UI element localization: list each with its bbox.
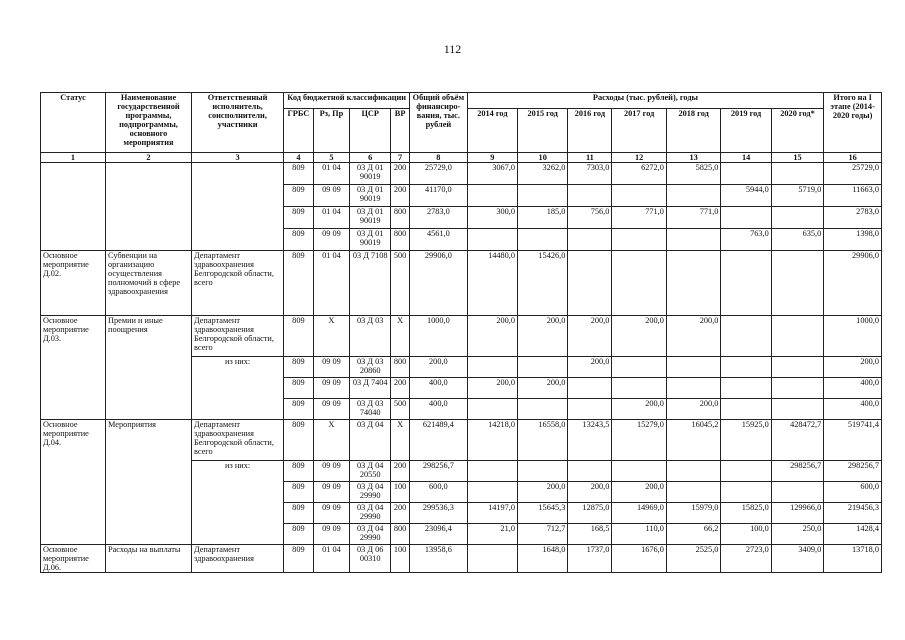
cell-2018: 15979,0 [666, 503, 721, 524]
cell-csr: 03 Д 04 29990 [350, 503, 391, 524]
cell-total: 299536,3 [410, 503, 468, 524]
cell-csr: 03 Д 03 20860 [350, 357, 391, 378]
cell-2018: 66,2 [666, 524, 721, 545]
cell-vr: Х [391, 420, 410, 461]
cell-vr: 100 [391, 482, 410, 503]
cell-total: 13958,6 [410, 545, 468, 573]
column-number: 2 [106, 153, 192, 163]
cell-grbs: 809 [284, 229, 313, 251]
cell-csr: 03 Д 7404 [350, 378, 391, 399]
cell-2017 [612, 378, 667, 399]
cell-2014 [467, 482, 517, 503]
cell-stage-total: 11663,0 [824, 185, 882, 207]
cell-rz-pr: 01 04 [313, 163, 350, 185]
header-2019: 2019 год [721, 109, 771, 153]
cell-status: Основное мероприятие Д.03. [41, 316, 106, 420]
cell-rz-pr: 09 09 [313, 399, 350, 420]
cell-2018: 200,0 [666, 399, 721, 420]
cell-stage-total: 1398,0 [824, 229, 882, 251]
cell-rz-pr: 09 09 [313, 461, 350, 482]
cell-grbs: 809 [284, 185, 313, 207]
cell-vr: 200 [391, 185, 410, 207]
cell-2019 [721, 378, 771, 399]
cell-2019: 2723,0 [721, 545, 771, 573]
cell-2014: 3067,0 [467, 163, 517, 185]
cell-vr: 200 [391, 378, 410, 399]
cell-2019 [721, 251, 771, 316]
cell-vr: 200 [391, 503, 410, 524]
column-number: 15 [771, 153, 823, 163]
cell-2020: 635,0 [771, 229, 823, 251]
cell-grbs: 809 [284, 357, 313, 378]
cell-2016: 200,0 [568, 316, 612, 357]
cell-stage-total: 219456,3 [824, 503, 882, 524]
cell-2020: 129966,0 [771, 503, 823, 524]
cell-2019: 15925,0 [721, 420, 771, 461]
cell-status: Основное мероприятие Д.06. [41, 545, 106, 573]
table-row [41, 163, 882, 185]
cell-2020: 250,0 [771, 524, 823, 545]
cell-2016: 168,5 [568, 524, 612, 545]
cell-grbs: 809 [284, 163, 313, 185]
cell-2018: 200,0 [666, 316, 721, 357]
cell-csr: 03 Д 04 29990 [350, 482, 391, 503]
cell-csr: 03 Д 03 74040 [350, 399, 391, 420]
cell-grbs: 809 [284, 399, 313, 420]
header-2017: 2017 год [612, 109, 667, 153]
cell-2016: 756,0 [568, 207, 612, 229]
column-number: 11 [568, 153, 612, 163]
table-row [41, 420, 882, 461]
cell-responsible: из них: [191, 461, 283, 545]
header-2018: 2018 год [666, 109, 721, 153]
cell-rz-pr: 01 04 [313, 251, 350, 316]
cell-2017: 200,0 [612, 482, 667, 503]
column-number: 10 [518, 153, 568, 163]
cell-total: 298256,7 [410, 461, 468, 482]
cell-total: 2783,0 [410, 207, 468, 229]
cell-stage-total: 1000,0 [824, 316, 882, 357]
header-responsible: Ответственный исполнитель, соисполнители, участники [191, 93, 283, 153]
header-stage-total: Итого на I этапе (2014-2020 годы) [824, 93, 882, 153]
cell-2015 [518, 185, 568, 207]
cell-grbs: 809 [284, 545, 313, 573]
cell-grbs: 809 [284, 207, 313, 229]
cell-status [41, 163, 106, 251]
cell-responsible: Департамент здравоохранения Белгородской области, всего [191, 420, 283, 461]
cell-rz-pr: Х [313, 420, 350, 461]
column-number: 9 [467, 153, 517, 163]
cell-vr: 200 [391, 461, 410, 482]
cell-stage-total: 400,0 [824, 378, 882, 399]
header-2015: 2015 год [518, 109, 568, 153]
cell-responsible: Департамент здравоохранения Белгородской области, всего [191, 316, 283, 357]
budget-table [40, 92, 882, 573]
cell-total: 23096,4 [410, 524, 468, 545]
cell-rz-pr: 09 09 [313, 378, 350, 399]
cell-stage-total: 519741,4 [824, 420, 882, 461]
cell-2018: 771,0 [666, 207, 721, 229]
header-rz-pr: Рз, Пр [313, 109, 350, 153]
cell-2016: 12875,0 [568, 503, 612, 524]
cell-2019 [721, 461, 771, 482]
cell-total: 400,0 [410, 399, 468, 420]
cell-2020 [771, 207, 823, 229]
cell-stage-total: 600,0 [824, 482, 882, 503]
cell-2015 [518, 229, 568, 251]
column-number: 1 [41, 153, 106, 163]
cell-2019: 5944,0 [721, 185, 771, 207]
cell-2018 [666, 357, 721, 378]
cell-name: Субвенции на организацию осуществления полномочий в сфере здравоохранения [106, 251, 192, 316]
cell-2016 [568, 185, 612, 207]
cell-name: Расходы на выплаты [106, 545, 192, 573]
cell-csr: 03 Д 04 20550 [350, 461, 391, 482]
cell-2020 [771, 399, 823, 420]
header-grbs: ГРБС [284, 109, 313, 153]
cell-2018 [666, 461, 721, 482]
cell-vr: 200 [391, 163, 410, 185]
cell-vr: 800 [391, 229, 410, 251]
header-budget-code: Код бюджетной классификации [284, 93, 410, 109]
cell-stage-total: 298256,7 [824, 461, 882, 482]
cell-2015 [518, 399, 568, 420]
cell-2014 [467, 461, 517, 482]
header-2014: 2014 год [467, 109, 517, 153]
cell-2017: 6272,0 [612, 163, 667, 185]
cell-stage-total: 200,0 [824, 357, 882, 378]
cell-total: 200,0 [410, 357, 468, 378]
cell-csr: 03 Д 7108 [350, 251, 391, 316]
column-number-row [41, 153, 882, 163]
cell-2015 [518, 461, 568, 482]
table-row [41, 545, 882, 573]
cell-total: 41170,0 [410, 185, 468, 207]
cell-2017: 200,0 [612, 316, 667, 357]
cell-2015: 15645,3 [518, 503, 568, 524]
cell-responsible: Департамент здравоохранения [191, 545, 283, 573]
cell-2017 [612, 357, 667, 378]
cell-csr: 03 Д 04 29990 [350, 524, 391, 545]
cell-vr: 800 [391, 524, 410, 545]
cell-status: Основное мероприятие Д.04. [41, 420, 106, 545]
cell-grbs: 809 [284, 378, 313, 399]
cell-rz-pr: 09 09 [313, 185, 350, 207]
cell-2014 [467, 545, 517, 573]
cell-2016 [568, 251, 612, 316]
cell-responsible: Департамент здравоохранения Белгородской области, всего [191, 251, 283, 316]
cell-csr: 03 Д 01 90019 [350, 185, 391, 207]
cell-2017 [612, 185, 667, 207]
cell-2018 [666, 482, 721, 503]
column-number: 4 [284, 153, 313, 163]
cell-2018 [666, 185, 721, 207]
cell-name: Премии и иные поощрения [106, 316, 192, 420]
cell-stage-total: 29906,0 [824, 251, 882, 316]
cell-vr: 800 [391, 357, 410, 378]
cell-total: 600,0 [410, 482, 468, 503]
cell-2015: 712,7 [518, 524, 568, 545]
cell-total: 400,0 [410, 378, 468, 399]
cell-2016: 7303,0 [568, 163, 612, 185]
cell-vr: 800 [391, 207, 410, 229]
cell-2016: 1737,0 [568, 545, 612, 573]
cell-name: Мероприятия [106, 420, 192, 545]
header-status: Статус [41, 93, 106, 153]
cell-2015: 16558,0 [518, 420, 568, 461]
cell-2019 [721, 399, 771, 420]
cell-csr: 03 Д 04 [350, 420, 391, 461]
cell-name [106, 163, 192, 251]
page-number: 112 [443, 42, 462, 56]
cell-2016: 200,0 [568, 482, 612, 503]
cell-2020 [771, 163, 823, 185]
cell-2018: 2525,0 [666, 545, 721, 573]
cell-grbs: 809 [284, 461, 313, 482]
cell-2014 [467, 185, 517, 207]
cell-2015: 1648,0 [518, 545, 568, 573]
cell-csr: 03 Д 06 00310 [350, 545, 391, 573]
cell-stage-total: 2783,0 [824, 207, 882, 229]
cell-2020: 428472,7 [771, 420, 823, 461]
cell-2020 [771, 251, 823, 316]
cell-2017 [612, 461, 667, 482]
cell-2014: 14197,0 [467, 503, 517, 524]
cell-grbs: 809 [284, 524, 313, 545]
cell-2019: 763,0 [721, 229, 771, 251]
cell-2015: 3262,0 [518, 163, 568, 185]
header-2020: 2020 год* [771, 109, 823, 153]
cell-2020 [771, 482, 823, 503]
cell-rz-pr: Х [313, 316, 350, 357]
cell-2016 [568, 229, 612, 251]
table-row [41, 316, 882, 357]
cell-csr: 03 Д 01 90019 [350, 163, 391, 185]
cell-total: 621489,4 [410, 420, 468, 461]
cell-vr: 100 [391, 545, 410, 573]
cell-2019 [721, 163, 771, 185]
cell-status: Основное мероприятие Д.02. [41, 251, 106, 316]
cell-2019 [721, 357, 771, 378]
cell-stage-total: 1428,4 [824, 524, 882, 545]
header-expenses: Расходы (тыс. рублей), годы [467, 93, 824, 109]
cell-vr: 500 [391, 251, 410, 316]
column-number: 16 [824, 153, 882, 163]
cell-stage-total: 400,0 [824, 399, 882, 420]
cell-2016: 200,0 [568, 357, 612, 378]
cell-csr: 03 Д 01 90019 [350, 207, 391, 229]
cell-2018 [666, 229, 721, 251]
cell-2018 [666, 378, 721, 399]
cell-grbs: 809 [284, 482, 313, 503]
cell-2015: 200,0 [518, 378, 568, 399]
cell-vr: Х [391, 316, 410, 357]
cell-2016 [568, 399, 612, 420]
cell-2020: 3409,0 [771, 545, 823, 573]
cell-2020 [771, 357, 823, 378]
cell-2014 [467, 399, 517, 420]
cell-2014: 200,0 [467, 316, 517, 357]
cell-responsible [191, 163, 283, 251]
cell-csr: 03 Д 03 [350, 316, 391, 357]
cell-2017: 110,0 [612, 524, 667, 545]
cell-2015: 200,0 [518, 482, 568, 503]
cell-2014: 200,0 [467, 378, 517, 399]
cell-2020: 298256,7 [771, 461, 823, 482]
header-name: Наименование государственной программы, подпрограммы, основного мероприятия [106, 93, 192, 153]
cell-2015: 15426,0 [518, 251, 568, 316]
cell-2017: 15279,0 [612, 420, 667, 461]
cell-2017: 14969,0 [612, 503, 667, 524]
cell-rz-pr: 09 09 [313, 524, 350, 545]
cell-responsible: из них: [191, 357, 283, 420]
column-number: 3 [191, 153, 283, 163]
cell-2019 [721, 207, 771, 229]
cell-stage-total: 13718,0 [824, 545, 882, 573]
cell-2019 [721, 482, 771, 503]
cell-2014: 21,0 [467, 524, 517, 545]
cell-rz-pr: 09 09 [313, 482, 350, 503]
cell-2017 [612, 251, 667, 316]
cell-2018 [666, 251, 721, 316]
cell-total: 29906,0 [410, 251, 468, 316]
cell-rz-pr: 09 09 [313, 229, 350, 251]
cell-2017 [612, 229, 667, 251]
cell-rz-pr: 01 04 [313, 207, 350, 229]
cell-2019 [721, 316, 771, 357]
cell-2018: 5825,0 [666, 163, 721, 185]
cell-total: 1000,0 [410, 316, 468, 357]
cell-total: 4561,0 [410, 229, 468, 251]
cell-rz-pr: 09 09 [313, 357, 350, 378]
cell-2015: 185,0 [518, 207, 568, 229]
cell-vr: 500 [391, 399, 410, 420]
cell-2014 [467, 357, 517, 378]
cell-rz-pr: 01 04 [313, 545, 350, 573]
cell-2020 [771, 316, 823, 357]
cell-2014: 14218,0 [467, 420, 517, 461]
header-csr: ЦСР [350, 109, 391, 153]
column-number: 6 [350, 153, 391, 163]
cell-2020: 5719,0 [771, 185, 823, 207]
cell-rz-pr: 09 09 [313, 503, 350, 524]
cell-grbs: 809 [284, 420, 313, 461]
cell-stage-total: 25729,0 [824, 163, 882, 185]
cell-2014 [467, 229, 517, 251]
table-row [41, 251, 882, 316]
cell-2014: 14480,0 [467, 251, 517, 316]
header-2016: 2016 год [568, 109, 612, 153]
cell-2019: 100,0 [721, 524, 771, 545]
column-number: 5 [313, 153, 350, 163]
cell-2014: 300,0 [467, 207, 517, 229]
header-total: Общий объём финансиро-вания, тыс. рублей [410, 93, 468, 153]
column-number: 7 [391, 153, 410, 163]
cell-2015 [518, 357, 568, 378]
cell-total: 25729,0 [410, 163, 468, 185]
header-vr: ВР [391, 109, 410, 153]
cell-2019: 15825,0 [721, 503, 771, 524]
cell-2015: 200,0 [518, 316, 568, 357]
cell-csr: 03 Д 01 90019 [350, 229, 391, 251]
column-number: 12 [612, 153, 667, 163]
column-number: 13 [666, 153, 721, 163]
cell-grbs: 809 [284, 316, 313, 357]
column-number: 14 [721, 153, 771, 163]
cell-2016: 13243,5 [568, 420, 612, 461]
column-number: 8 [410, 153, 468, 163]
cell-2016 [568, 378, 612, 399]
cell-2017: 1676,0 [612, 545, 667, 573]
cell-2020 [771, 378, 823, 399]
cell-2016 [568, 461, 612, 482]
cell-2017: 771,0 [612, 207, 667, 229]
cell-2017: 200,0 [612, 399, 667, 420]
cell-grbs: 809 [284, 503, 313, 524]
cell-grbs: 809 [284, 251, 313, 316]
cell-2018: 16045,2 [666, 420, 721, 461]
